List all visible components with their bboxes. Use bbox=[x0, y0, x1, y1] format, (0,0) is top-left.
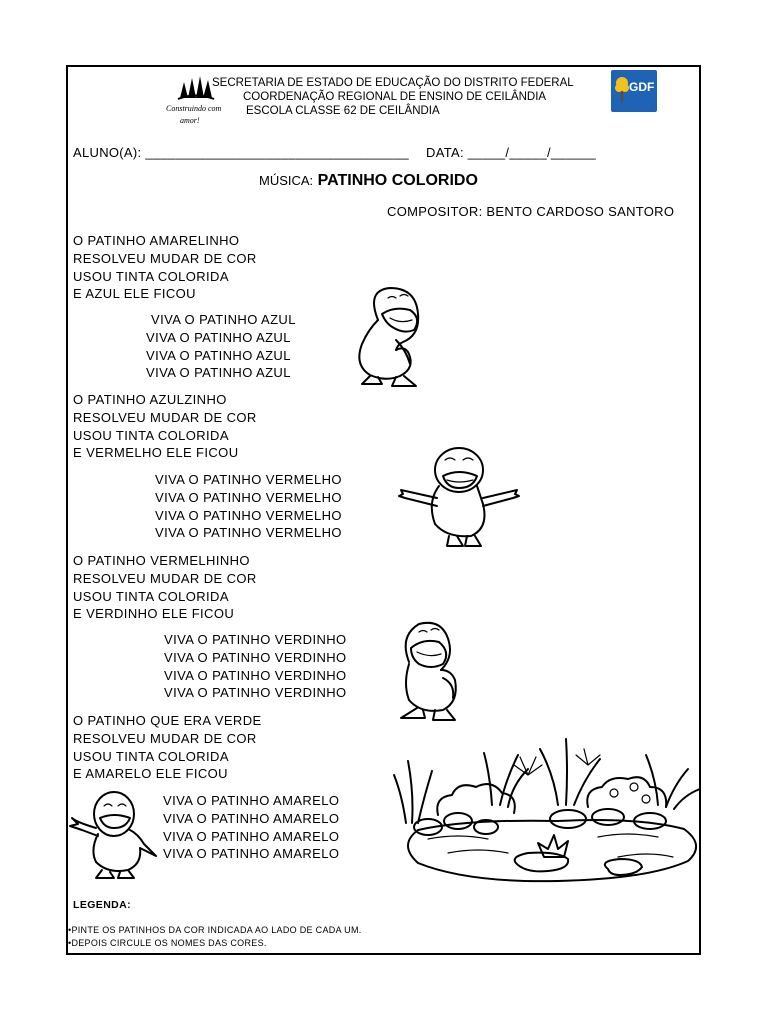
chorus-line: VIVA O PATINHO VERMELHO bbox=[155, 525, 342, 541]
verse-line: RESOLVEU MUDAR DE COR bbox=[73, 409, 257, 425]
logo-caption-line2: amor! bbox=[180, 116, 200, 125]
verse-line: USOU TINTA COLORIDA bbox=[73, 748, 229, 764]
chorus-line: VIVA O PATINHO AZUL bbox=[151, 312, 296, 327]
chorus-line: VIVA O PATINHO VERMELHO bbox=[155, 472, 342, 487]
header-line-1: SECRETARIA DE ESTADO DE EDUCAÇÃO DO DISTRITO FEDERAL bbox=[212, 77, 574, 89]
stanza-1-chorus bbox=[146, 311, 296, 382]
verse-line: USOU TINTA COLORIDA bbox=[73, 268, 229, 284]
chorus-line: VIVA O PATINHO VERDINHO bbox=[164, 685, 347, 701]
date-field[interactable]: DATA: _____/_____/______ bbox=[426, 145, 597, 160]
duck-icon bbox=[348, 280, 438, 395]
gdf-label: GDF bbox=[629, 80, 655, 94]
stanza-1-verse bbox=[73, 232, 257, 303]
verse-line: RESOLVEU MUDAR DE COR bbox=[73, 250, 257, 266]
composer: COMPOSITOR: BENTO CARDOSO SANTORO bbox=[387, 204, 675, 219]
song-title-row bbox=[259, 172, 478, 190]
verse-line: O PATINHO AMARELINHO bbox=[73, 233, 240, 248]
stanza-3-chorus bbox=[164, 631, 347, 702]
header-line-3: ESCOLA CLASSE 62 DE CEILÂNDIA bbox=[246, 105, 440, 117]
verse-line: E AZUL ELE FICOU bbox=[73, 286, 196, 302]
chorus-line: VIVA O PATINHO AZUL bbox=[146, 365, 291, 381]
tree-icon bbox=[614, 74, 630, 106]
legend-item: •DEPOIS CIRCULE OS NOMES DAS CORES. bbox=[68, 938, 267, 948]
student-name-field[interactable]: ALUNO(A): ___________________________________ bbox=[73, 145, 409, 160]
chorus-line: VIVA O PATINHO AMARELO bbox=[163, 793, 340, 808]
verse-line: RESOLVEU MUDAR DE COR bbox=[73, 570, 257, 586]
chorus-line: VIVA O PATINHO AMARELO bbox=[163, 810, 340, 826]
chorus-line: VIVA O PATINHO VERDINHO bbox=[164, 667, 347, 683]
verse-line: USOU TINTA COLORIDA bbox=[73, 588, 229, 604]
legend-item: •PINTE OS PATINHOS DA COR INDICADA AO LADO DE CADA UM. bbox=[68, 925, 362, 935]
legend-title: LEGENDA: bbox=[73, 899, 132, 911]
chorus-line: VIVA O PATINHO VERDINHO bbox=[164, 649, 347, 665]
song-prefix: MÚSICA: bbox=[259, 173, 314, 188]
stanza-2-verse bbox=[73, 391, 257, 462]
verse-line: O PATINHO QUE ERA VERDE bbox=[73, 713, 262, 728]
duck-icon bbox=[397, 442, 522, 552]
chorus-line: VIVA O PATINHO AMARELO bbox=[163, 846, 340, 862]
verse-line: E VERDINHO ELE FICOU bbox=[73, 606, 235, 622]
verse-line: E AMARELO ELE FICOU bbox=[73, 766, 228, 782]
verse-line: O PATINHO VERMELHINHO bbox=[73, 553, 250, 568]
school-logo-icon bbox=[176, 72, 216, 102]
verse-line: USOU TINTA COLORIDA bbox=[73, 427, 229, 443]
verse-line: E VERMELHO ELE FICOU bbox=[73, 445, 239, 461]
header-line-2: COORDENAÇÃO REGIONAL DE ENSINO DE CEILÂNDIA bbox=[243, 91, 547, 103]
pond-icon bbox=[388, 735, 703, 885]
stanza-2-chorus bbox=[155, 471, 342, 542]
verse-line: O PATINHO AZULZINHO bbox=[73, 392, 227, 407]
chorus-line: VIVA O PATINHO AZUL bbox=[146, 347, 291, 363]
stanza-4-chorus bbox=[163, 792, 339, 863]
song-title: PATINHO COLORIDO bbox=[317, 172, 478, 189]
stanza-4-verse bbox=[73, 712, 262, 783]
chorus-line: VIVA O PATINHO VERMELHO bbox=[155, 489, 342, 505]
chorus-line: VIVA O PATINHO VERMELHO bbox=[155, 507, 342, 523]
verse-line: RESOLVEU MUDAR DE COR bbox=[73, 730, 257, 746]
duck-icon bbox=[68, 786, 160, 880]
gdf-logo bbox=[611, 70, 657, 112]
chorus-line: VIVA O PATINHO AMARELO bbox=[163, 828, 340, 844]
chorus-line: VIVA O PATINHO AZUL bbox=[146, 329, 291, 345]
logo-caption-line1: Construindo com bbox=[166, 104, 222, 113]
stanza-3-verse bbox=[73, 552, 257, 623]
chorus-line: VIVA O PATINHO VERDINHO bbox=[164, 632, 347, 647]
duck-icon bbox=[395, 618, 470, 724]
